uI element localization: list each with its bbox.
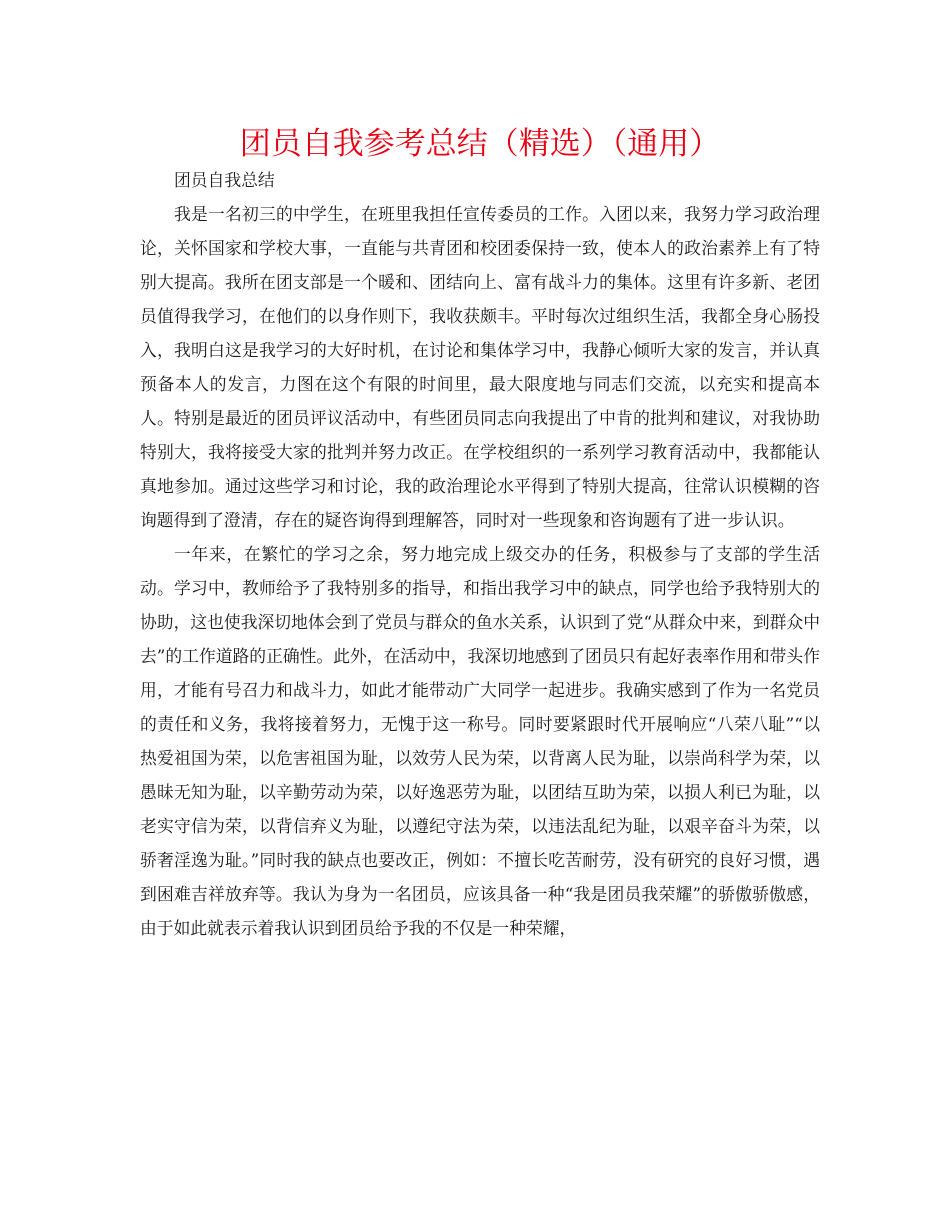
paragraph-2: 一年来，在繁忙的学习之余，努力地完成上级交办的任务，积极参与了支部的学生活动。学习中，教师给予了我特别多的指导，和指出我学习中的缺点，同学也给予我特别大的协助，这也使我深切地体会到了党员与群众的鱼水关系，认识到了党“从群众中来，到群众中去”的工作道路的正确性。此外，在活动中，我深切地感到了团员只有起好表率作用和带头作用，才能有号召力和战斗力，如此才能带动广大同学一起进步。我确实感到了作为一名党员的责任和义务，我将接着努力，无愧于这一称号。同时要紧跟时代开展响应“八荣八耻”“以热爱祖国为荣，以危害祖国为耻，以效劳人民为荣，以背离人民为耻，以崇尚科学为荣，以愚昧无知为耻，以辛勤劳动为荣，以好逸恶劳为耻，以团结互助为荣，以损人利已为耻，以老实守信为荣，以背信弃义为耻，以遵纪守法为荣，以违法乱纪为耻，以艰辛奋斗为荣，以骄奢淫逸为耻。”同时我的缺点也要改正，例如：不擅长吃苦耐劳，没有研究的良好习惯，遇到困难吉祥放弃等。我认为身为一名团员，应该具备一种“我是团员我荣耀”的骄傲骄傲感，由于如此就表示着我认识到团员给予我的不仅是一种荣耀， <box>140 544 820 938</box>
document-body <box>140 163 820 945</box>
document-subtitle: 团员自我总结 <box>174 170 275 190</box>
document-title: 团员自我参考总结（精选）（通用） <box>239 126 721 162</box>
paragraph-1: 我是一名初三的中学生，在班里我担任宣传委员的工作。入团以来，我努力学习政治理论，关怀国家和学校大事，一直能与共青团和校团委保持一致，使本人的政治素养上有了特别大提高。我所在团支部是一个暖和、团结向上、富有战斗力的集体。这里有许多新、老团员值得我学习，在他们的以身作则下，我收获颇丰。平时每次过组织生活，我都全身心肠投入，我明白这是我学习的大好时机，在讨论和集体学习中，我静心倾听大家的发言，并认真预备本人的发言，力图在这个有限的时间里，最大限度地与同志们交流，以充实和提高本人。特别是最近的团员评议活动中，有些团员同志向我提出了中肯的批判和建议，对我协助特别大，我将接受大家的批判并努力改正。在学校组织的一系列学习教育活动中，我都能认真地参加。通过这些学习和讨论，我的政治理论水平得到了特别大提高，往常认识模糊的咨询题得到了澄清，存在的疑咨询得到理解答，同时对一些现象和咨询题有了进一步认识。 <box>140 204 820 530</box>
